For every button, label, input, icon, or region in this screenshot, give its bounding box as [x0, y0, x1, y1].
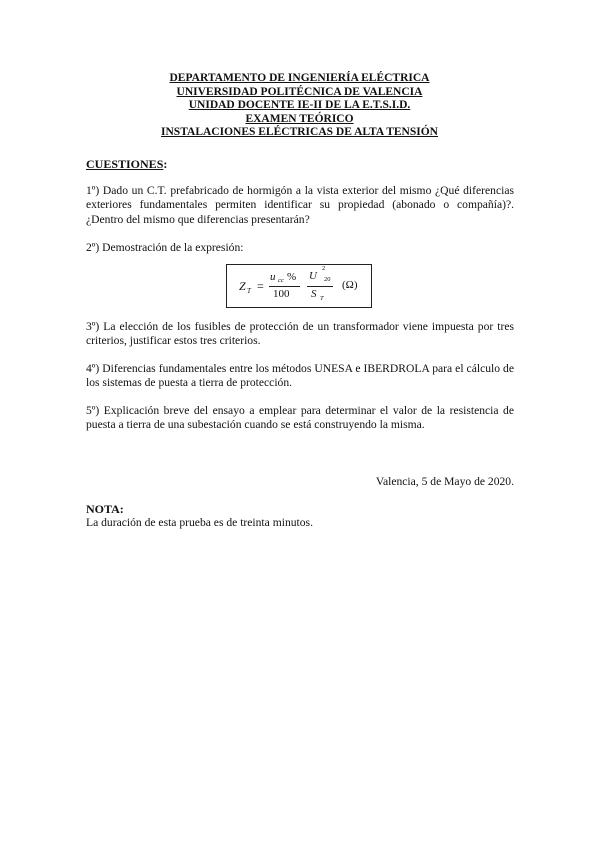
formula-lhs-sub: T: [247, 287, 251, 295]
section-title-text: CUESTIONES: [86, 157, 164, 171]
formula-num1: u: [270, 271, 276, 283]
formula-lhs: Z: [239, 279, 246, 293]
formula-den2-sub: T: [320, 295, 324, 302]
formula-equals: =: [257, 279, 264, 293]
formula-fraction-bar-1: [269, 286, 300, 287]
header-line-department: DEPARTAMENTO DE INGENIERÍA ELÉCTRICA: [169, 72, 430, 84]
formula-box: [226, 264, 372, 308]
header-line-subject: INSTALACIONES ELÉCTRICAS DE ALTA TENSIÓN: [161, 126, 438, 139]
question-2: 2º) Demostración de la expresión:: [86, 241, 244, 254]
section-title-colon: :: [163, 157, 168, 171]
section-title: [86, 157, 167, 172]
header-line-unit: UNIDAD DOCENTE IE-II DE LA E.T.S.I.D.: [188, 99, 411, 112]
question-1: 1º) Dado un C.T. prefabricado de hormigón a la vista exterior del mismo ¿Qué diferencias exteriores fundamentales permiten identificar su propiedad (abonado o compañía)?. ¿Dentro del mismo que diferencias presentarán?: [86, 184, 514, 226]
header-line-exam-type: EXAMEN TEÓRICO: [245, 112, 354, 125]
formula-num2: U: [309, 270, 317, 282]
nota-title: NOTA:: [86, 502, 124, 516]
document-header: [0, 72, 599, 140]
question-4: 4º) Diferencias fundamentales entre los métodos UNESA e IBERDROLA para el cálculo de los sistemas de puesta a tierra de protección.: [86, 362, 514, 390]
formula-num1-percent: %: [287, 271, 297, 283]
formula-den1: 100: [273, 288, 290, 300]
formula-num2-sup: 2: [322, 265, 326, 272]
formula-fraction-bar-2: [307, 286, 333, 287]
date-place: Valencia, 5 de Mayo de 2020.: [375, 475, 514, 488]
header-line-university: UNIVERSIDAD POLITÉCNICA DE VALENCIA: [176, 85, 423, 98]
formula-num2-sub: 20: [324, 276, 331, 283]
formula-den2: S: [311, 288, 317, 300]
nota-text: La duración de esta prueba es de treinta minutos.: [86, 516, 313, 529]
formula-unit: (Ω): [342, 279, 358, 291]
question-3: 3º) La elección de los fusibles de protección de un transformador viene impuesta por tres criterios, justificar estos tres criterios.: [86, 320, 514, 348]
question-5: 5º) Explicación breve del ensayo a emplear para determinar el valor de la resistencia de puesta a tierra de una subestación cuando se está construyendo la misma.: [86, 404, 514, 432]
formula-num1-sub: cc: [278, 277, 284, 284]
